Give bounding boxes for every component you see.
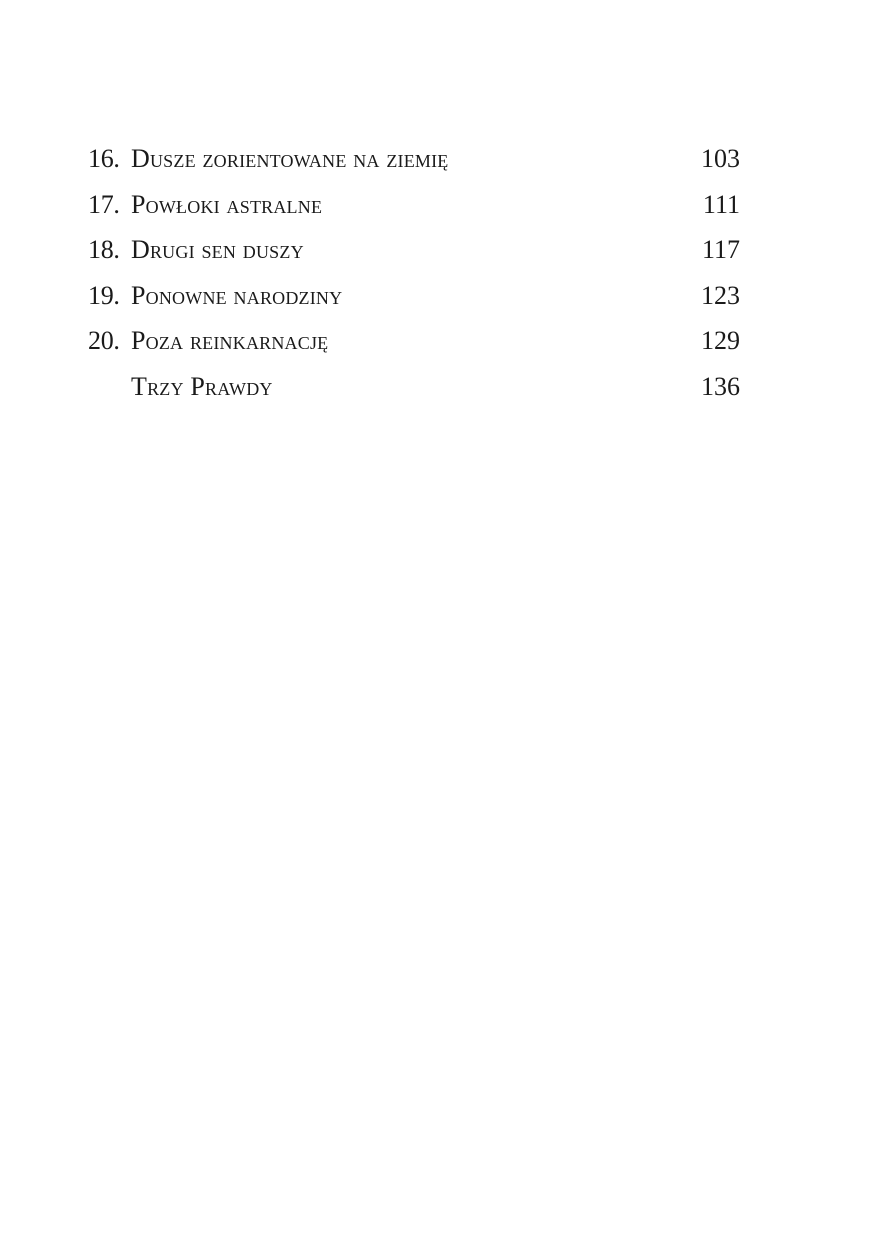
chapter-title: Ponowne narodziny [131, 280, 343, 310]
chapter-number: 19. [88, 280, 120, 310]
toc-entry [88, 136, 740, 182]
toc-entry [88, 318, 740, 364]
page-number: 111 [702, 189, 740, 219]
chapter-title: Trzy Prawdy [131, 371, 273, 401]
chapter-title: Dusze zorientowane na ziemię [131, 144, 449, 173]
toc-entry [88, 273, 740, 319]
toc-entry [88, 364, 740, 410]
chapter-title: Powłoki astralne [131, 189, 323, 219]
chapter-title: Poza reinkarnację [131, 326, 329, 355]
page-number: 117 [701, 235, 740, 264]
chapter-number: 20. [88, 326, 120, 355]
chapter-number: 16. [88, 144, 120, 173]
table-of-contents [88, 136, 740, 409]
page-number: 129 [701, 326, 740, 355]
page-number: 103 [701, 144, 740, 173]
chapter-number: 17. [88, 189, 120, 219]
page-number: 123 [701, 280, 740, 310]
chapter-title: Drugi sen duszy [131, 235, 304, 264]
chapter-number: 18. [88, 235, 120, 264]
page-number: 136 [701, 371, 740, 401]
toc-entry [88, 182, 740, 228]
toc-entry [88, 227, 740, 273]
